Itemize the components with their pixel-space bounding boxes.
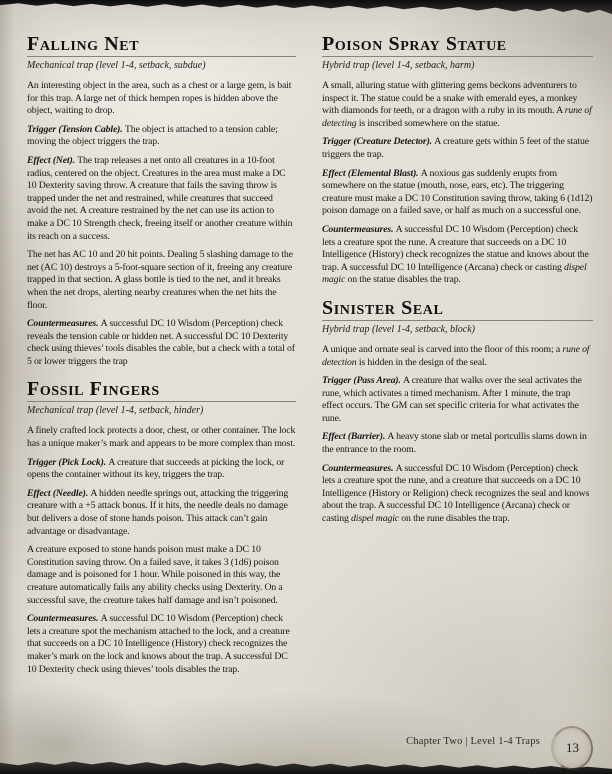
page-number: 13: [565, 740, 579, 755]
section-title: Poison Spray Statue: [322, 33, 593, 57]
paragraph: [27, 544, 296, 607]
page-footer: [406, 736, 540, 747]
paragraph: [27, 488, 296, 538]
paragraph-text: A successful DC 10 Wisdom (Perception) check reveals the tension cable or hidden net. A successful DC 10 Dexterity check using thieves’ tools disables the cable, but a check with a total of 5 or lower triggers the trap: [27, 318, 295, 367]
torn-edge-top: [0, 0, 612, 16]
section-subtitle: Hybrid trap (level 1-4, setback, harm): [322, 60, 475, 71]
paragraph: [322, 431, 593, 456]
paragraph: [322, 168, 593, 218]
paragraph: [322, 80, 593, 130]
paragraph: [27, 613, 296, 676]
paragraph-text: A successful DC 10 Wisdom (Perception) check lets a creature spot the rune. A creature that succeeds on a DC 10 Intelligence (History) check recognizes the statue and knows about the trap. A successful DC 10 Intelligence (Arcana) check or casting: [322, 223, 589, 273]
paragraph-lead-in: Countermeasures.: [27, 318, 101, 330]
trap-section-fossil-fingers: [27, 378, 296, 676]
section-title: Falling Net: [27, 33, 296, 57]
paragraph-lead-in: Effect (Barrier).: [322, 431, 388, 443]
section-title: Sinister Seal: [322, 297, 593, 321]
paragraph-text: A heavy stone slab or metal portcullis slams down in the entrance to the room.: [322, 431, 587, 456]
paragraph: [322, 463, 593, 526]
paragraph-text: A hidden needle springs out, attacking the triggering creature with a +5 attack bonus. If it hits, the needle deals no damage but delivers a dose of stone hands poison. This attack can’t gain advantage or disadvantage.: [27, 487, 289, 537]
paragraph-text: The net has AC 10 and 20 hit points. Dealing 5 slashing damage to the net (AC 10) destroys a 5-foot-square section of it, freeing any creature trapped in that section. A glass bottle is tied to the net, and it breaks when the net drops, alerting nearby creatures when the net hits the floor.: [27, 249, 293, 311]
paragraph-text: The trap releases a net onto all creatures in a 10-foot radius, centered on the object. Creatures in the area must make a DC 10 Dexterity saving throw. A creature that fails the saving throw is trapped under the net and restrained, while creatures that succeed avoid the net. A creature restrained by the net can use its action to make a DC 10 Strength check, freeing itself or another creature within its reach on a success.: [27, 154, 293, 242]
footer-chapter-label: Chapter Two | Level 1-4 Traps: [406, 736, 540, 747]
section-subtitle: Mechanical trap (level 1-4, setback, hinder): [27, 405, 204, 417]
paragraph-lead-in: Effect (Needle).: [27, 487, 91, 499]
paragraph-lead-in: Countermeasures.: [322, 462, 396, 474]
paragraph-text: An interesting object in the area, such as a chest or a large gem, is bait for this trap. A large net of thick hempen ropes is hidden above the object, waiting to drop.: [27, 80, 292, 117]
paragraph-text: on the statue disables the trap.: [345, 274, 461, 286]
paragraph-lead-in: Countermeasures.: [322, 223, 396, 235]
paragraph-text: A creature that succeeds at picking the lock, or opens the container without its key, triggers the trap.: [27, 456, 285, 481]
paragraph: [27, 80, 296, 118]
column-right: [322, 33, 593, 532]
paragraph-text: A creature gets within 5 feet of the statue triggers the trap.: [322, 136, 589, 160]
paragraph-lead-in: Trigger (Pass Area).: [322, 375, 404, 387]
paragraph: [322, 375, 593, 425]
paragraph-lead-in: Countermeasures.: [27, 613, 101, 625]
paragraph: [322, 344, 593, 369]
paragraph: [27, 425, 296, 450]
paragraph-text: A creature that walks over the seal activates the rune, which activates a timed mechanism. After 1 minute, the trap effect occurs. The GM can set specific criteria for what activates the rune.: [322, 375, 582, 424]
trap-section-poison-spray-statue: [322, 33, 593, 287]
section-subtitle: Hybrid trap (level 1-4, setback, block): [322, 323, 476, 335]
page-number-ring: [547, 723, 596, 774]
paragraph-text: The object is attached to a tension cable; moving the object triggers the trap.: [27, 123, 278, 148]
paragraph-text: dispel magic: [322, 261, 587, 286]
paragraph-text: is hidden in the design of the seal.: [356, 356, 487, 368]
paragraph: [322, 136, 593, 161]
paragraph-text: A creature exposed to stone hands poison must make a DC 10 Constitution saving throw. On a failed save, it takes 3 (1d6) poison damage and is poisoned for 1 hour. While poisoned in this way, the creature automatically fails any ability checks using Dexterity. On a successful save, the creature takes half damage and isn’t poisoned.: [27, 544, 283, 606]
paragraph-lead-in: Trigger (Tension Cable).: [27, 123, 125, 135]
trap-section-sinister-seal: [322, 297, 593, 526]
paragraph: [322, 224, 593, 287]
trap-section-falling-net: [27, 33, 296, 368]
paragraph-text: A small, alluring statue with glittering gems beckons adventurers to inspect it. The statue could be a snake with emerald eyes, a monkey with diamonds for teeth, or a dragon with a ruby in its mouth. A: [322, 80, 578, 117]
paragraph: [27, 155, 296, 243]
paragraph-lead-in: Trigger (Creature Detector).: [322, 136, 435, 148]
paragraph-text: is inscribed somewhere on the statue.: [356, 117, 500, 129]
paragraph-text: A successful DC 10 Wisdom (Perception) check lets a creature spot the rune, and a creature that succeeds on a DC 10 Intelligence (History or Religion) check recognizes the seal and knows about the trap. A successful DC 10 Intelligence (Arcana) check or casting: [322, 462, 590, 525]
paragraph: [27, 249, 296, 312]
paragraph-lead-in: Effect (Elemental Blast).: [322, 167, 421, 179]
paragraph-text: rune of detecting: [322, 105, 592, 129]
torn-edge-bottom: [0, 758, 612, 774]
paragraph-lead-in: Trigger (Pick Lock).: [27, 456, 109, 468]
paragraph-text: A noxious gas suddenly erupts from somewhere on the statue (mouth, nose, ears, etc). The triggering creature must make a DC 10 Constitution saving throw, taking 6 (1d12) poison damage on a failed save, or half as much on a successful one.: [322, 167, 593, 217]
paragraph-text: A unique and ornate seal is carved into the floor of this room; a: [322, 343, 563, 355]
paragraph-text: rune of detection: [322, 343, 590, 368]
paragraph: [27, 457, 296, 482]
column-left: [27, 33, 296, 682]
paragraph-text: A finely crafted lock protects a door, chest, or other container. The lock has a unique maker’s mark and appears to be more complex than most.: [27, 425, 296, 450]
paragraph-text: dispel magic: [351, 513, 399, 525]
paragraph-lead-in: Effect (Net).: [27, 154, 78, 166]
paragraph: [27, 124, 296, 149]
paragraph: [27, 318, 296, 368]
section-title: Fossil Fingers: [27, 378, 296, 402]
paragraph-text: on the rune disables the trap.: [399, 513, 510, 525]
paragraph-text: A successful DC 10 Wisdom (Perception) check lets a creature spot the mechanism attached to the lock, and a creature that succeeds on a DC 10 Intelligence (History) check recognizes the maker’s mark on the lock and knows about the trap. A successful DC 10 Dexterity check using thieves’ tools disables the trap.: [27, 613, 290, 675]
section-subtitle: Mechanical trap (level 1-4, setback, subdue): [27, 60, 206, 71]
